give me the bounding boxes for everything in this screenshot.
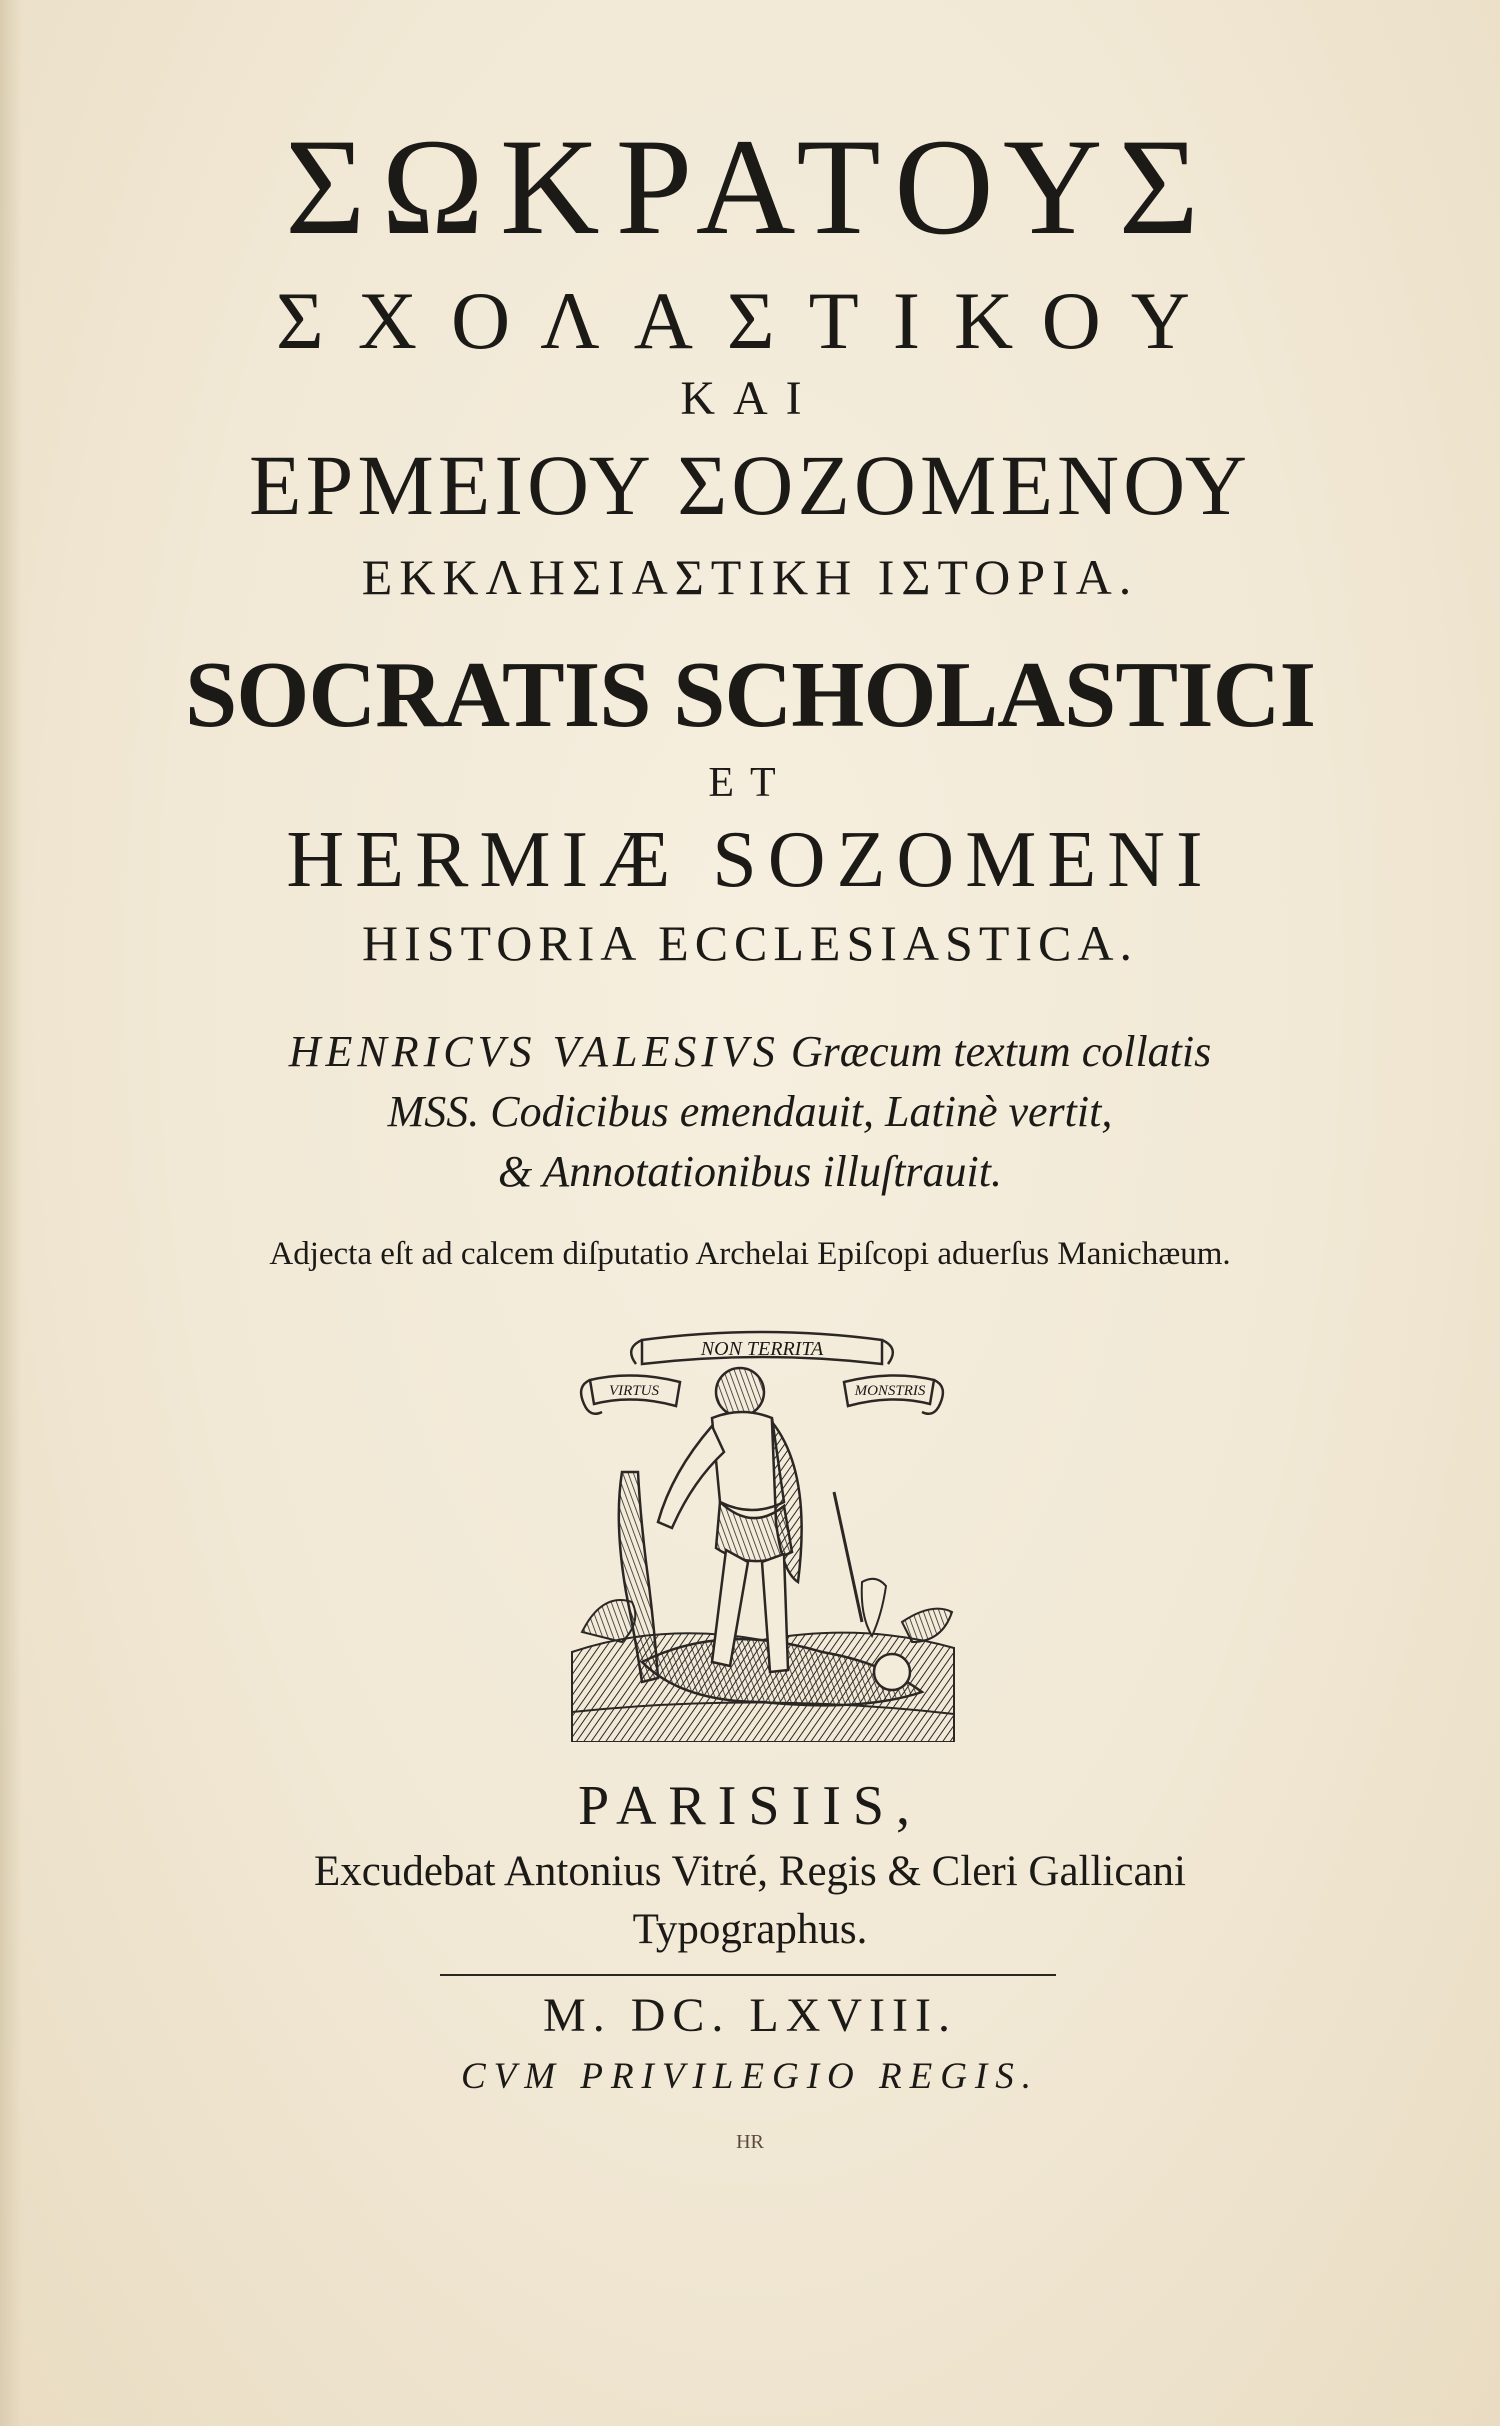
editor-line-2: MSS. Codicibus emendauit, Latinè vertit, [387, 1087, 1113, 1136]
marginal-mark: HR [736, 2131, 764, 2153]
editor-name: HENRICVS VALESIVS [288, 1027, 780, 1076]
royal-privilege: CVM PRIVILEGIO REGIS. [461, 2056, 1039, 2097]
device-banner-top: NON TERRITA [700, 1338, 824, 1360]
editor-line-1-text: Græcum textum collatis [790, 1027, 1212, 1076]
editor-line-1 [0, 1027, 1500, 1076]
greek-subtitle-2: ΕΡΜΕΙΟΥ ΣΟΖΟΜΕΝΟΥ [248, 437, 1252, 533]
greek-subtitle-3: ΕΚΚΛΗΣΙΑΣΤΙΚΗ ΙΣΤΟΡΙΑ. [361, 549, 1139, 605]
device-banner-right: MONSTRIS [854, 1383, 926, 1399]
place-of-publication: PARISIIS, [577, 1775, 923, 1837]
publication-date: M. DC. LXVIII. [543, 1989, 957, 2042]
printers-device-hercules-woodcut [562, 1322, 962, 1742]
latin-conjunction: ET [708, 760, 792, 806]
editor-line-3: & Annotationibus illuſtrauit. [497, 1147, 1003, 1196]
greek-conjunction: ΚΑΙ [680, 372, 820, 425]
printer-line-2: Typographus. [632, 1906, 868, 1953]
latin-subtitle-1: HERMIÆ SOZOMENI [286, 816, 1214, 904]
divider-rule [440, 1974, 1056, 1976]
greek-subtitle-1: ΣΧΟΛΑΣΤΙΚΟΥ [276, 275, 1224, 366]
appendix-note: Adjecta eſt ad calcem diſputatio Archelai Epiſcopi aduerſus Manichæum. [269, 1236, 1231, 1272]
greek-title: ΣΩΚΡΑΤΟΥΣ [285, 110, 1215, 263]
latin-subtitle-2: HISTORIA ECCLESIASTICA. [361, 915, 1138, 971]
printer-line-1: Excudebat Antonius Vitré, Regis & Cleri Gallicani [314, 1848, 1186, 1895]
latin-title: SOCRATIS SCHOLASTICI [184, 643, 1316, 747]
device-banner-left: VIRTUS [609, 1383, 659, 1399]
